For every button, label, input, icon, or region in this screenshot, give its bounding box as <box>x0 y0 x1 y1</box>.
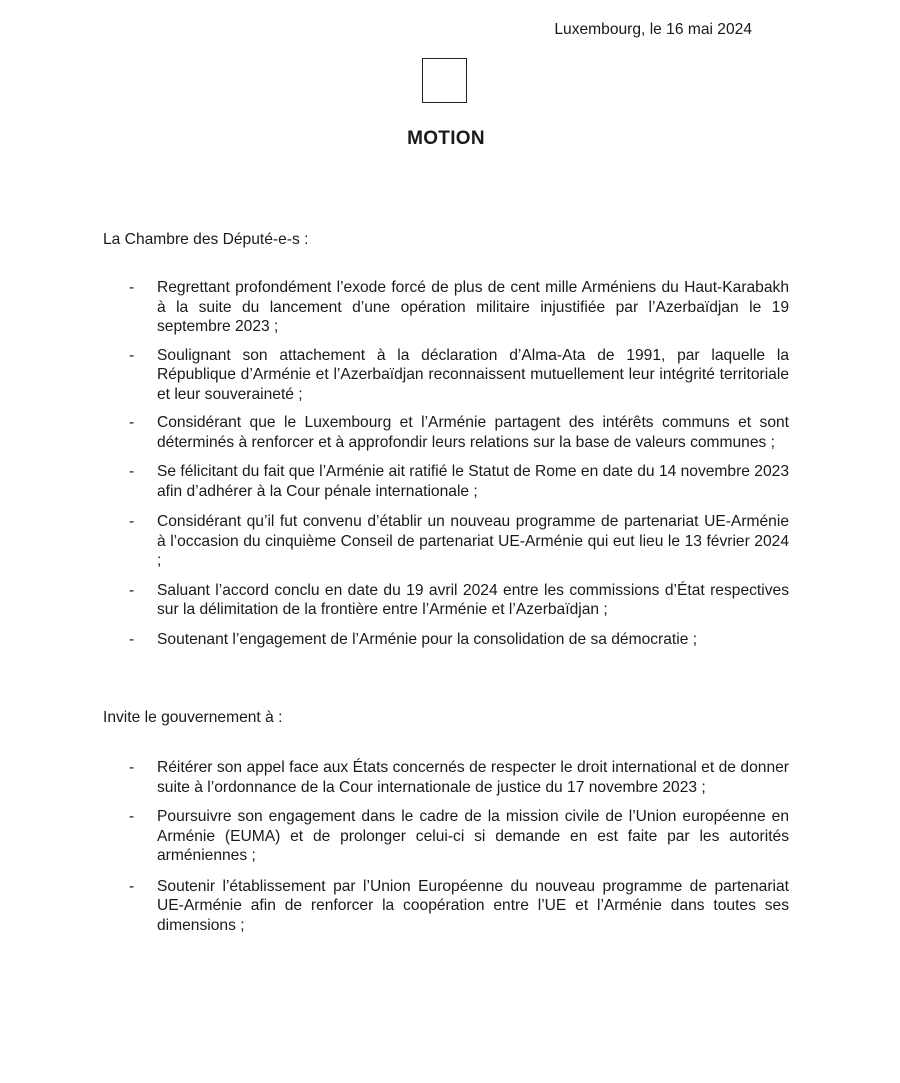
bullet-dash: - <box>129 877 135 895</box>
list-item-text: Soulignant son attachement à la déclaration d’Alma-Ata de 1991, par laquelle la République d’Arménie et l’Azerbaïdjan reconnaissent mutuellement leur intégrité territoriale et leur souveraineté ; <box>157 346 789 403</box>
list-item <box>129 346 789 405</box>
bullet-dash: - <box>129 346 135 364</box>
empty-checkbox-frame <box>422 58 467 103</box>
list-item <box>129 581 789 620</box>
invite-heading: Invite le gouvernement à : <box>103 709 283 726</box>
list-item <box>129 512 789 571</box>
list-item-text: Se félicitant du fait que l’Arménie ait ratifié le Statut de Rome en date du 14 novembre 2023 afin d’adhérer à la Cour pénale internationale ; <box>157 463 789 500</box>
list-item <box>129 807 789 866</box>
list-item-text: Poursuivre son engagement dans le cadre de la mission civile de l’Union européenne en Arménie (EUMA) et de prolonger celui-ci si demande en est faite par les autorités arméniennes ; <box>157 808 789 864</box>
bullet-dash: - <box>129 630 135 648</box>
list-item <box>129 877 789 936</box>
date-line: Luxembourg, le 16 mai 2024 <box>554 21 752 38</box>
list-item-text: Réitérer son appel face aux États concernés de respecter le droit international et de donner suite à l’ordonnance de la Cour internationale de justice du 17 novembre 2023 ; <box>157 759 789 796</box>
bullet-dash: - <box>129 414 135 431</box>
list-item-text: Considérant que le Luxembourg et l’Arménie partagent des intérêts communs et sont déterminés à renforcer et à approfondir leurs relations sur la base de valeurs communes ; <box>157 414 789 451</box>
document-title: MOTION <box>407 128 485 149</box>
list-item-text: Soutenant l’engagement de l’Arménie pour la consolidation de sa démocratie ; <box>157 630 698 648</box>
bullet-dash: - <box>129 581 135 599</box>
list-item-text: Saluant l’accord conclu en date du 19 avril 2024 entre les commissions d’État respectives sur la délimitation de la frontière entre l’Arménie et l’Azerbaïdjan ; <box>157 581 789 618</box>
invitations-list <box>129 758 789 935</box>
bullet-dash: - <box>129 808 135 825</box>
intro-line: La Chambre des Député-e-s : <box>103 231 309 248</box>
list-item <box>129 462 789 501</box>
bullet-dash: - <box>129 279 135 296</box>
list-item-text: Soutenir l’établissement par l’Union Européenne du nouveau programme de partenariat UE-Arménie afin de renforcer la coopération entre l’UE et l’Arménie dans toutes ses dimensions ; <box>157 877 789 934</box>
list-item <box>129 630 789 650</box>
considerations-list <box>129 278 789 649</box>
list-item-text: Considérant qu’il fut convenu d’établir un nouveau programme de partenariat UE-Arménie à l’occasion du cinquième Conseil de partenariat UE-Arménie qui eut lieu le 13 février 2024 ; <box>157 513 789 569</box>
list-item-text: Regrettant profondément l’exode forcé de plus de cent mille Arméniens du Haut-Karabakh à la suite du lancement d’une opération militaire injustifiée par l’Azerbaïdjan le 19 septembre 2023 ; <box>157 279 789 335</box>
bullet-dash: - <box>129 513 135 530</box>
list-item <box>129 413 789 452</box>
list-item <box>129 278 789 337</box>
bullet-dash: - <box>129 463 135 480</box>
bullet-dash: - <box>129 759 135 776</box>
list-item <box>129 758 789 797</box>
